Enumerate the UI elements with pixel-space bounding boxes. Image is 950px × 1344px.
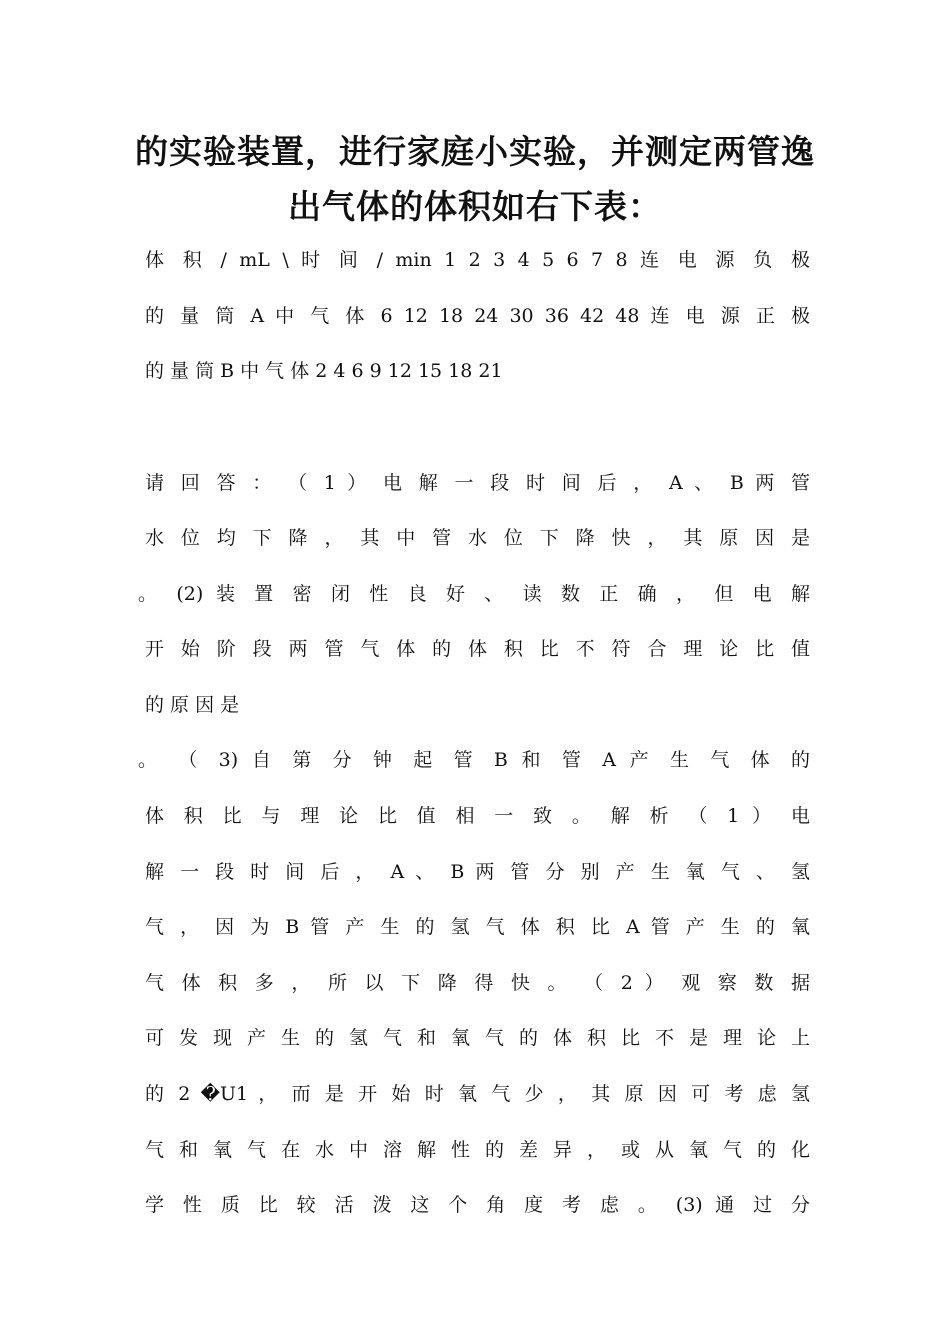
page-heading-line-2: 出气体的体积如右下表： [288,187,662,226]
text-line: 的 2 �U1 ， 而 是 开 始 时 氧 气 少 ， 其 原 因 可 考 虑 氢 [145,1083,810,1105]
text-line: 的 量 筒 A 中 气 体 6 12 18 24 30 36 42 48 连 电 源 正 极 [145,305,810,327]
text-line: 学 性 质 比 较 活 泼 这 个 角 度 考 虑 。 (3) 通 过 分 [145,1194,810,1216]
text-line: 。 （ 3) 自 第 分 钟 起 管 B 和 管 A 产 生 气 体 的 [138,749,810,771]
text-line: 开 始 阶 段 两 管 气 体 的 体 积 比 不 符 合 理 论 比 值 [145,638,810,660]
text-line: 体 积 比 与 理 论 比 值 相 一 致 。 解 析 （ 1 ） 电 [145,805,810,827]
text-line: 请 回 答 ： （ 1 ） 电 解 一 段 时 间 后 ， A 、 B 两 管 [145,472,810,494]
text-line: 的 原 因 是 [145,694,240,716]
text-line: 气 和 氧 气 在 水 中 溶 解 性 的 差 异 ， 或 从 氧 气 的 化 [145,1139,810,1161]
text-line: 体 积 / mL \ 时 间 / min 1 2 3 4 5 6 7 8 连 电 源 负 极 [145,249,810,271]
page-heading-line-1: 的实验装置，进行家庭小实验，并测定两管逸 [135,132,815,171]
text-line: 气 ， 因 为 B 管 产 生 的 氢 气 体 积 比 A 管 产 生 的 氧 [145,916,810,938]
text-line: 解 一 段 时 间 后 ， A 、 B 两 管 分 别 产 生 氧 气 、 氢 [145,861,810,883]
text-line: 。 (2) 装 置 密 闭 性 良 好 、 读 数 正 确 ， 但 电 解 [138,583,810,605]
text-line: 可 发 现 产 生 的 氢 气 和 氧 气 的 体 积 比 不 是 理 论 上 [145,1027,810,1049]
text-line: 水 位 均 下 降 ， 其 中 管 水 位 下 降 快 ， 其 原 因 是 [145,527,810,549]
text-line: 的 量 筒 B 中 气 体 2 4 6 9 12 15 18 21 [145,360,503,382]
text-line: 气 体 积 多 ， 所 以 下 降 得 快 。 （ 2 ） 观 察 数 据 [145,972,810,994]
